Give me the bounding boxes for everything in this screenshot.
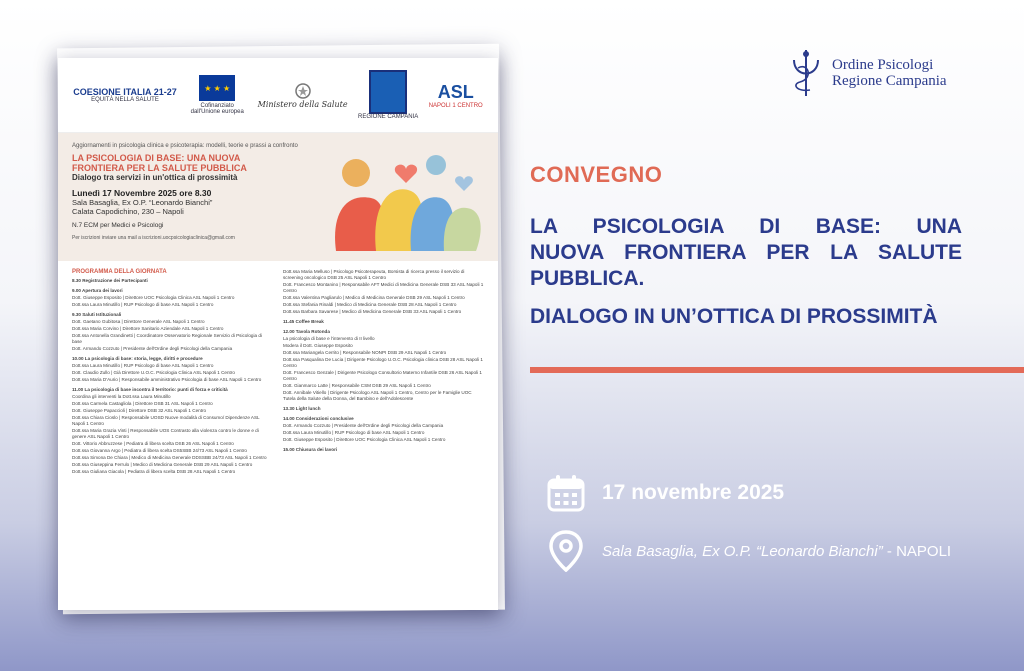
emblem-icon [294, 82, 312, 100]
programma-item: Dott.ssa Laura Minutillo | RUP Psicologo di base ASL Napoli 1 Centro [72, 363, 214, 368]
regione-shield-icon [369, 70, 407, 114]
programma-item: Dott. Giuseppe Esposito | Direttore UOC Psicologia Clinica ASL Napoli 1 Centro [72, 295, 235, 300]
programma-title: PROGRAMMA DELLA GIORNATA [72, 269, 167, 275]
programma-item: Dott.ssa Stefania Rinaldi | Medico di Medicina Generale DSB 28 ASL Napoli 1 Centro [283, 302, 457, 307]
programma-item: Dott.ssa Mariangela Cerrito | Responsabile NONPI DSB 29 ASL Napoli 1 Centro [283, 350, 447, 355]
programma-item: Dott.ssa Barbara Savarese | Medico di Medicina Generale DSB 33 ASL Napoli 1 Centro [283, 309, 462, 314]
programma-item: Dott. Francesco Montanino | Responsabile AFT Medici di Medicina Generale DSB 33 ASL Napoli 1 Centro [283, 282, 484, 293]
brand-line-1: Ordine Psicologi [832, 57, 934, 73]
programma-item: Dott.ssa Pasqualina De Lucia | Dirigente Psicologo U.O.C. Psicologia clinica DSB 28 ASL Napoli 1 Centro [283, 357, 483, 368]
programma-item: 14.00 Considerazioni conclusive [283, 416, 354, 421]
programma-item: 15.00 Chiusura dei lavori [283, 447, 338, 452]
programma-item: Dott.ssa Valentina Pagliarulo | Medico di Medicina Generale DSB 29 ASL Napoli 1 Centro [283, 295, 465, 300]
event-kind: CONVEGNO [530, 162, 663, 187]
programma-item: Dott. Francesco Genzale | Dirigente Psicologo Consultorio Materno Infantile DSB 26 ASL Napoli 1 Centro [283, 370, 482, 381]
eu-flag-icon: ★ ★ ★ [199, 75, 235, 101]
flyer-header-band: Aggiornamenti in psicologia clinica e psicoterapia: modelli, teorie e prassi a confronto LA PSICOLOGIA DI BASE: UNA NUOVA FRONTIERA PER LA SALUTE PUBBLICA Dialogo tra servizi in un'ottica di prossimità Lunedì 17 Novembre 2025 ore 8.30 Sala Basaglia, Ex O.P. “Leonardo Bianchi” Calata Capodichino, 230 – Napoli N.7 ECM per Medici e Psicologi Per iscrizioni inviare una mail a iscrizioni.uocpsicologiaclinica@gmail.com [58, 133, 498, 261]
programma-item: Dott. Giuseppe Papaccioli | Direttore DSB 32 ASL Napoli 1 Centro [72, 408, 207, 413]
event-flyer [58, 58, 498, 610]
programma-item: La psicologia di base e l'intervento di II livello [283, 336, 375, 341]
flyer-logo-bar [58, 58, 498, 133]
event-place: Sala Basaglia, Ex O.P. “Leonardo Bianchi” - NAPOLI [602, 542, 952, 560]
flyer-title: LA PSICOLOGIA DI BASE: UNA NUOVA FRONTIERA PER LA SALUTE PUBBLICA [72, 153, 247, 173]
programma-item: Dott.ssa Simona De Chiara | Medico di Medicina Generale DDSSBB 24/73 ASL Napoli 1 Centro [72, 455, 267, 460]
programma-item: Modera il Dott. Giuseppe Esposito [283, 343, 353, 348]
programma-item: Coordina gli interventi la Dott.ssa Laura Minutillo [72, 394, 171, 399]
faces-illustration [316, 143, 486, 251]
programma-item: 12.00 Tavola Rotonda [283, 329, 330, 334]
programma-item: Dott.ssa Antonella Grandinetti | Coordinatore Osservatorio Regionale Servizio di Psicologia di base [72, 333, 262, 344]
programma-item: Dott. Claudio Zullo | Già Direttore U.O.C. Psicologia Clinica ASL Napoli 1 Centro [72, 370, 235, 375]
programma-item: Dott.ssa Maria D'Aurio | Responsabile amministrativo Psicologia di base ASL Napoli 1 Centro [72, 377, 262, 382]
coesione-logo: COESIONE ITALIA 21-27 EQUITÀ NELLA SALUTE [73, 87, 177, 103]
eu-logo: ★ ★ ★ Cofinanziato dall'Unione europea [187, 75, 247, 115]
event-date: 17 novembre 2025 [602, 481, 785, 504]
programma-column-left [72, 269, 273, 476]
event-place-row [546, 530, 951, 572]
programma-item: 11.00 La psicologia di base incontra il territorio: punti di forza e criticità [72, 387, 228, 392]
accent-divider [530, 367, 1024, 373]
programma-item: Dott.ssa Maria Melluso | Psicologo Psicoterapeuta, Borsista di ricerca presso il servizio di screening oncologico DSB 25 ASL Napoli 1 Centro [283, 269, 465, 280]
programma-item: 9.30 Saluti Istituzionali [72, 312, 122, 317]
programma-item: Dott. Gianmarco Latte | Responsabile CSM DSB 29 ASL Napoli 1 Centro [283, 383, 431, 388]
event-title: LA PSICOLOGIA DI BASE: UNA NUOVA FRONTIERA PER LA SALUTE PUBBLICA. [530, 215, 962, 290]
programma-item: Dott.ssa Giuseppina Ferrulo | Medico di Medicina Generale DSB 29 ASL Napoli 1 Centro [72, 462, 253, 467]
programma-item: Dott.ssa Maria Grazia Vinti | Responsabile UOS Contrasto alla violenza contro le donne e di genere ASL Napoli 1 Centro [72, 428, 259, 439]
event-date-row [546, 473, 784, 513]
programma-item: Dott.ssa Maria Corvino | Direttore Sanitario Aziendale ASL Napoli 1 Centro [72, 326, 224, 331]
brand-logo-icon [786, 48, 826, 98]
programma-item: 10.00 La psicologia di base: storia, legge, diritti e procedure [72, 356, 203, 361]
programma-item: Dott. Armando Cozzuto | Presidente dell'Ordine degli Psicologi della Campania [72, 346, 233, 351]
programma-item: Dott. Vittorio Abbruzzese | Pediatra di libera scelta DSB 26 ASL Napoli 1 Centro [72, 441, 234, 446]
programma-item: Dott. Armando Cozzuto | Presidente dell'Ordine degli Psicologi della Campania [283, 423, 444, 428]
programma-item: Dott.ssa Giovanna Argo | Pediatra di libera scelta DS5SBB 24/73 ASL Napoli 1 Centro [72, 448, 247, 453]
programma-item: 8.30 Registrazione dei Partecipanti [72, 278, 148, 283]
programma-item: Dott. Giuseppe Esposito | Direttore UOC Psicologia Clinica ASL Napoli 1 Centro [283, 437, 446, 442]
programma-item: Dott. Gaetano Gubitosa | Direttore Generale ASL Napoli 1 Centro [72, 319, 205, 324]
programma-item: Dott. Annibale Vitiello | Dirigente Psicologo ASL Napoli 1 Centro, Centro per le Famiglie UOC Tutela della Salute della Donna, del Bambino e dell'Adolescente [283, 390, 472, 401]
regione-logo: REGIONE CAMPANIA [358, 70, 418, 120]
programma [58, 261, 498, 484]
programma-column-right [283, 269, 484, 476]
programma-item: Dott.ssa Laura Minutillo | RUP Psicologo di base ASL Napoli 1 Centro [283, 430, 425, 435]
programma-item: Dott.ssa Chiara Cioslo | Responsabile UOSD Nuove modalità di Consumo/ Dipendenze ASL Napoli 1 Centro [72, 415, 260, 426]
brand-line-2: Regione Campania [832, 73, 947, 89]
ordine-psicologi-brand [786, 48, 947, 98]
programma-item: 13.30 Light lunch [283, 406, 321, 411]
programma-item: Dott.ssa Carmela Castagliola | Direttore DSB 31 ASL Napoli 1 Centro [72, 401, 213, 406]
calendar-icon [546, 473, 586, 513]
programma-item: Dott.ssa Giuliana Giacola | Pediatra di libera scelta DSB 28 ASL Napoli 1 Centro [72, 469, 236, 474]
programma-item: 9.00 Apertura dei lavori [72, 288, 123, 293]
programma-item: 11.45 Coffee Break [283, 319, 324, 324]
asl-logo: ASL NAPOLI 1 CENTRO [428, 81, 483, 109]
ministero-logo: Ministero della Salute [258, 82, 348, 109]
location-pin-icon [546, 530, 586, 572]
programma-item: Dott.ssa Laura Minutillo | RUP Psicologo di base ASL Napoli 1 Centro [72, 302, 214, 307]
event-subtitle: DIALOGO IN UN’OTTICA DI PROSSIMITÀ [530, 305, 938, 328]
